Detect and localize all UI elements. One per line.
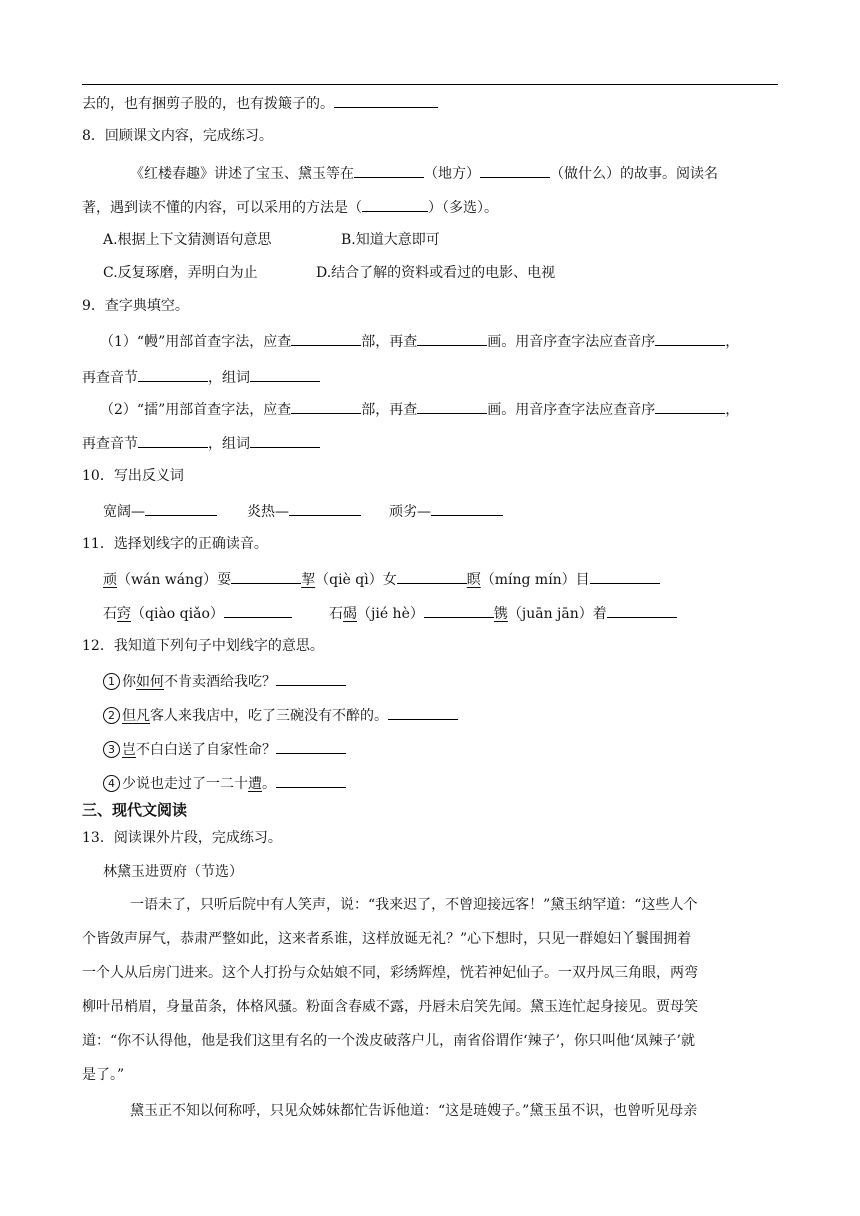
answer-blank[interactable] [138,432,208,448]
header-rule [82,84,778,85]
underlined-char: 窍 [117,606,131,622]
q8-text-line1: 《红楼春趣》讲述了宝玉、黛玉等在 （地方） （做什么）的故事。阅读名 [130,162,718,184]
passage-line: 道：“你不认得他，他是我们这里有名的一个泼皮破落户儿，南省俗谓作‘辣子’，你只叫他‘凤辣子’就 [82,1033,695,1049]
q12-item-3: 3 岂不白白送了自家性命？ [103,738,346,760]
circled-number: 4 [103,775,120,792]
answer-blank[interactable] [655,398,725,414]
answer-blank[interactable] [362,196,428,212]
answer-blank[interactable] [224,602,292,618]
q10-title: 10．写出反义词 [82,468,184,484]
q10-item-1: 宽阔— [103,500,217,522]
answer-blank[interactable] [289,500,361,516]
answer-blank[interactable] [424,602,494,618]
circled-number: 1 [103,673,120,690]
answer-blank[interactable] [276,772,346,788]
q8-option-c: C.反复琢磨，弄明白为止 [103,265,258,281]
q12-item-2: 2 但凡客人来我店中，吃了三碗没有不醉的。 [103,704,458,726]
passage-line: 个皆敛声屏气，恭肃严整如此，这来者系谁，这样放诞无礼？”心下想时，只见一群媳妇丫鬟围拥着 [82,931,692,947]
q8-option-a: A.根据上下文猜测语句意思 [103,232,272,248]
q12-item-4: 4 少说也走过了一二十遭。 [103,772,346,794]
continuation-line: 去的，也有捆剪子股的，也有拨簸子的。 [82,92,438,114]
passage-line: 柳叶吊梢眉，身量苗条，体格风骚。粉面含春威不露，丹唇未启笑先闻。黛玉连忙起身接见。贾母笑 [82,999,698,1015]
underlined-char: 瞑 [466,572,481,588]
answer-blank[interactable] [417,330,487,346]
q9-line3: （2）“擂”用部首查字法，应查 部，再查 画。用音序查字法应查音序 ， [100,398,739,420]
q8-option-b: B.知道大意即可 [341,232,440,248]
answer-blank[interactable] [250,432,320,448]
q11-row-1: 顽（wán wáng）耍 挈（qiè qì）女 瞑（míng mín）目 [103,568,660,590]
answer-blank[interactable] [388,704,458,720]
circled-number: 2 [103,707,120,724]
answer-blank[interactable] [145,500,217,516]
q10-item-3: 顽劣— [389,500,503,522]
passage-line: 一个人从后房门进来。这个人打扮与众姑娘不同，彩绣辉煌，恍若神妃仙子。一双丹凤三角眼，两弯 [82,965,698,981]
section-heading: 三、现代文阅读 [82,801,188,819]
q11-title: 11．选择划线字的正确读音。 [82,536,268,552]
answer-blank[interactable] [397,568,467,584]
q10-item-2: 炎热— [247,500,361,522]
answer-blank[interactable] [276,670,346,686]
q11-row-2b: 石碣（jié hè） 镌（juān jān）着 [329,602,677,624]
passage-line: 是了。” [82,1067,125,1083]
q9-title: 9．查字典填空。 [82,298,189,314]
underlined-char: 挈 [301,572,316,588]
underlined-char: 镌 [493,606,508,622]
answer-blank[interactable] [417,398,487,414]
answer-blank[interactable] [480,162,550,178]
answer-blank[interactable] [231,568,301,584]
answer-blank[interactable] [607,602,677,618]
circled-number: 3 [103,741,120,758]
answer-blank[interactable] [138,366,208,382]
q9-line2: 再查音节 ，组词 [82,366,320,388]
passage-line: 黛玉正不知以何称呼，只见众姊妹都忙告诉他道：“这是琏嫂子。”黛玉虽不识，也曾听见母亲 [130,1103,698,1119]
q11-row-2: 石窍（qiào qiǎo） [103,602,292,624]
q8-option-d: D.结合了解的资料或看过的电影、电视 [316,265,556,281]
answer-blank[interactable] [250,366,320,382]
passage-title: 林黛玉进贾府（节选） [103,864,243,880]
q9-line4: 再查音节 ，组词 [82,432,320,454]
q12-item-1: 1 你如何不肯卖酒给我吃？ [103,670,346,692]
answer-blank[interactable] [291,398,361,414]
answer-blank[interactable] [431,500,503,516]
answer-blank[interactable] [334,92,438,108]
passage-line: 一语未了，只听后院中有人笑声，说：“我来迟了，不曾迎接远客！”黛玉纳罕道：“这些人个 [130,897,698,913]
q9-line1: （1）“幔”用部首查字法，应查 部，再查 画。用音序查字法应查音序 ， [100,330,739,352]
q12-title: 12．我知道下列句子中划线字的意思。 [82,638,324,654]
q13-title: 13．阅读课外片段，完成练习。 [82,830,282,846]
answer-blank[interactable] [354,162,424,178]
q8-text-line2: 著，遇到读不懂的内容，可以采用的方法是（ ）（多选）。 [82,196,498,218]
answer-blank[interactable] [276,738,346,754]
answer-blank[interactable] [291,330,361,346]
q8-title: 8．回顾课文内容，完成练习。 [82,128,273,144]
underlined-char: 碣 [343,606,357,622]
underlined-char: 顽 [103,572,117,588]
answer-blank[interactable] [655,330,725,346]
answer-blank[interactable] [590,568,660,584]
